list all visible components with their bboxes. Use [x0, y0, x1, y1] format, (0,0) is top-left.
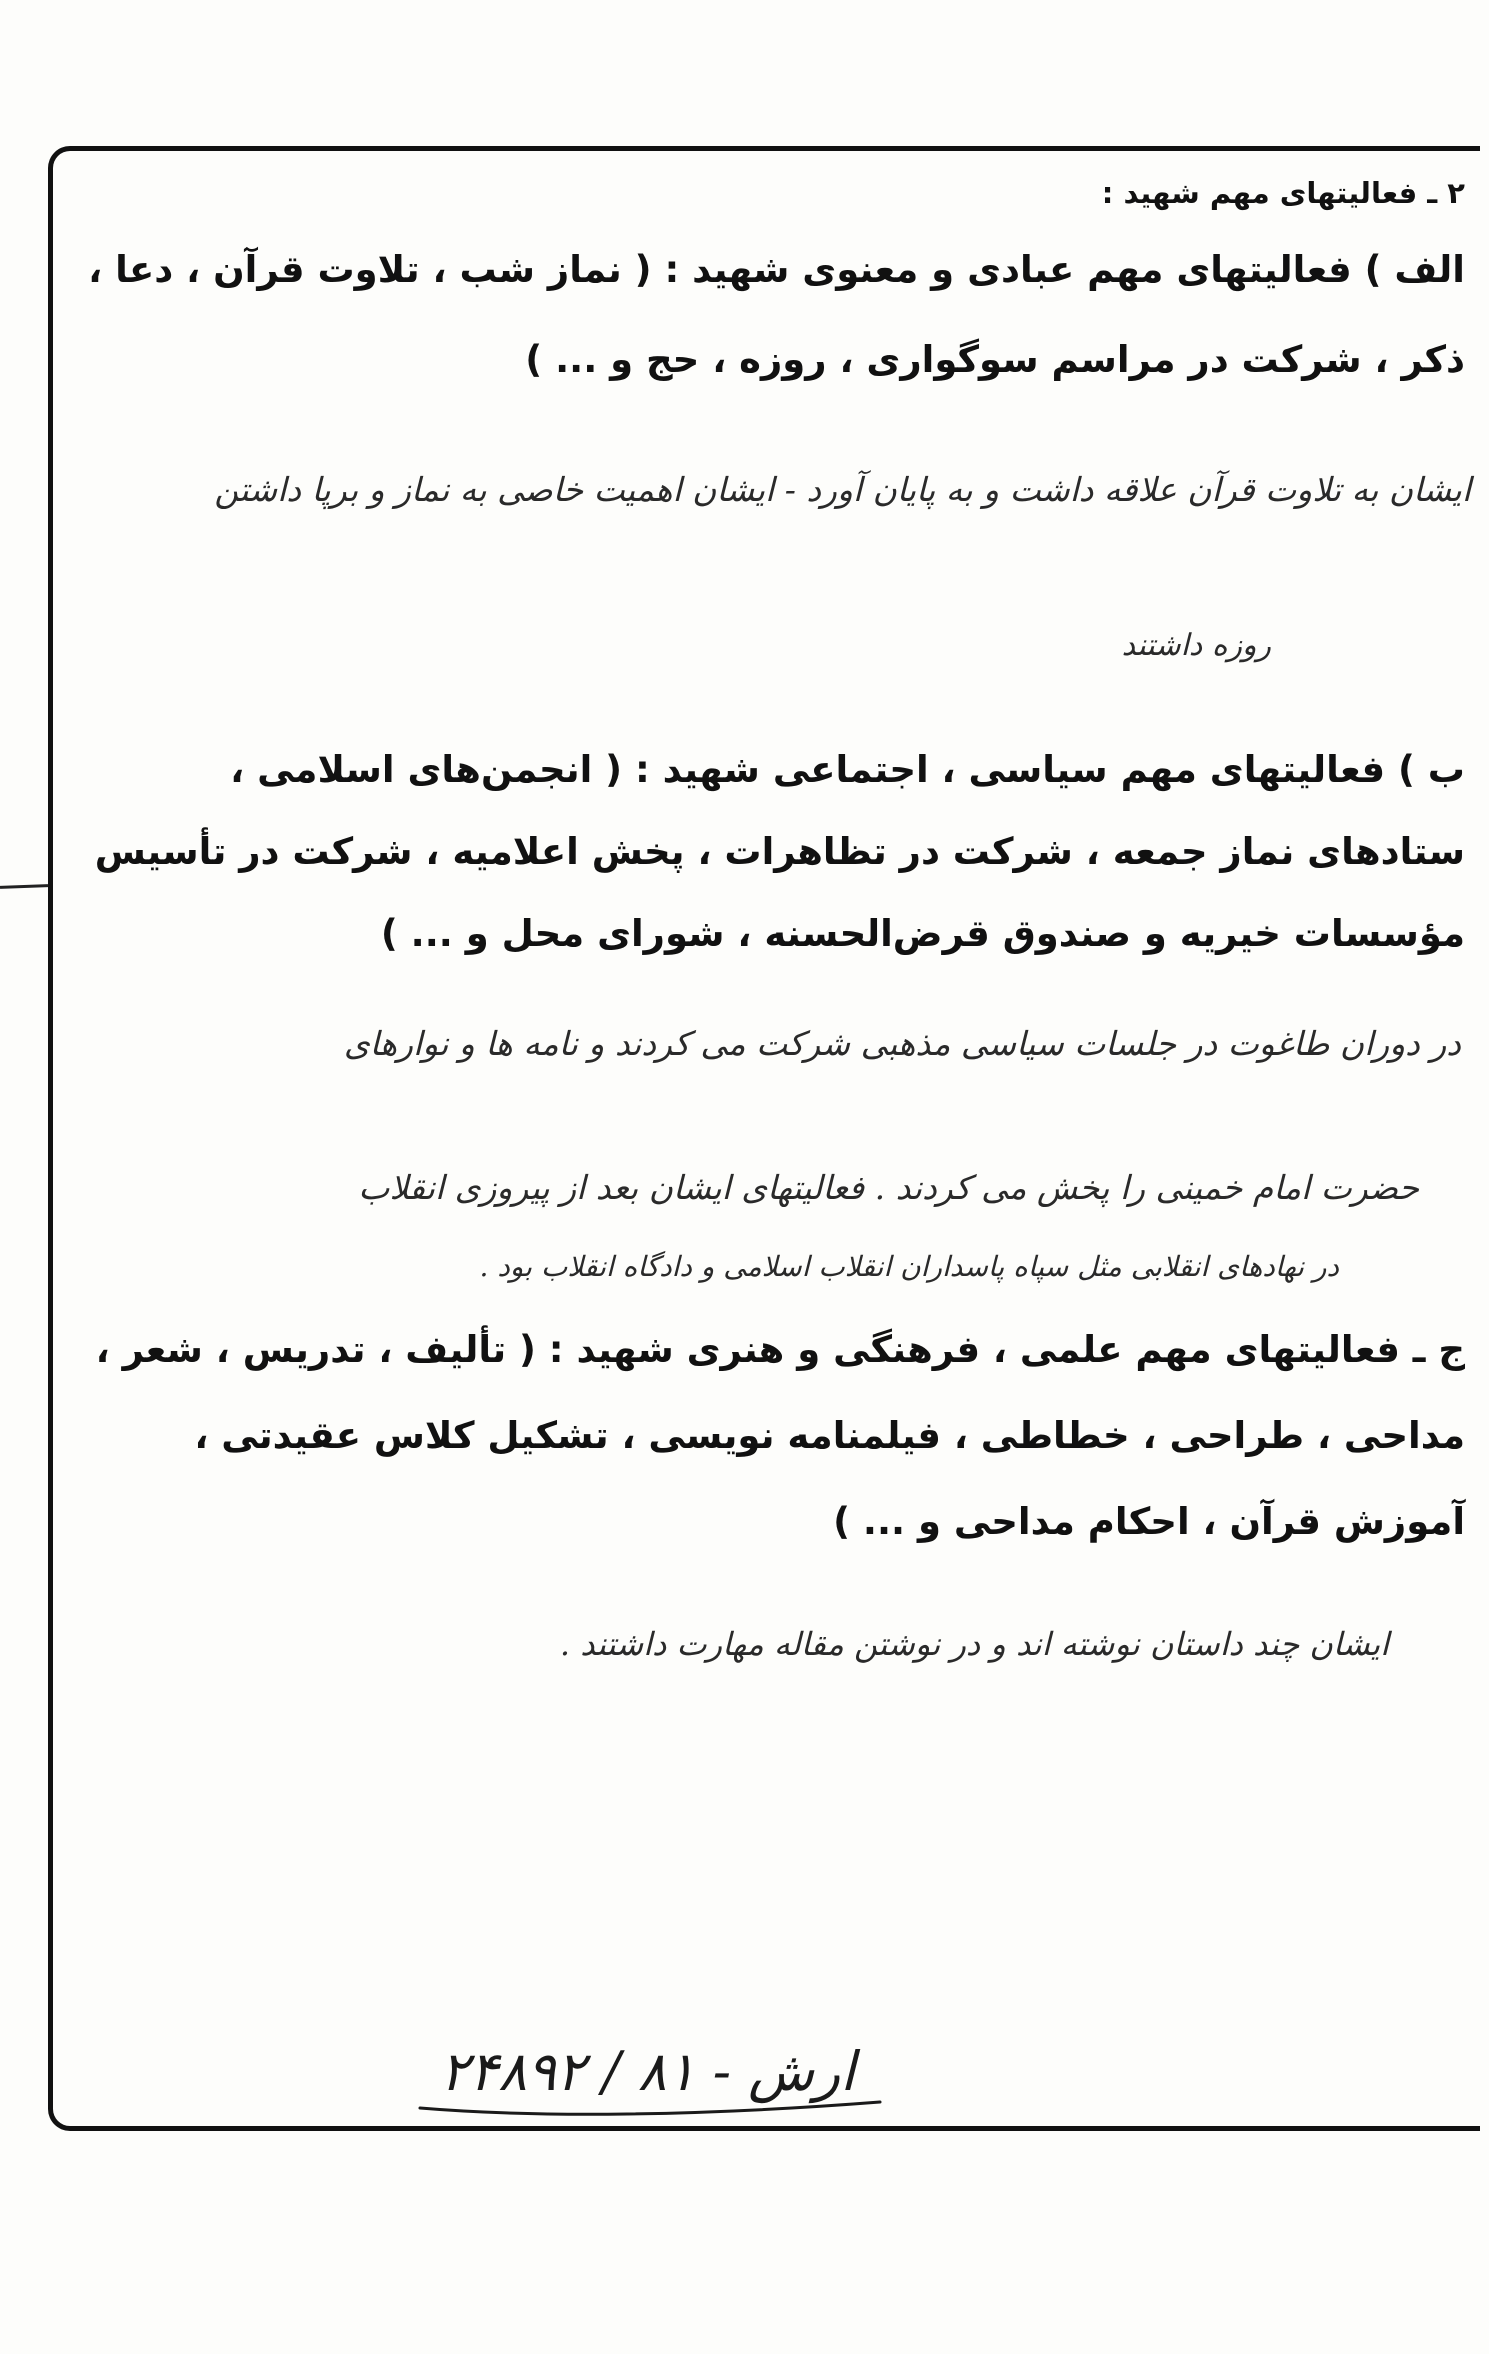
section-c-line-3: آموزش قرآن ، احکام مداحی و ... ) [833, 1500, 1465, 1543]
section-heading: ۲ ـ فعالیتهای مهم شهید : [1101, 176, 1465, 210]
archive-number: ارش - ۸۱ / ۲۴۸۹۲ [440, 2040, 856, 2103]
section-b-line-3: مؤسسات خیریه و صندوق قرض‌الحسنه ، شورای محل و ... ) [380, 912, 1465, 955]
section-a-handwritten-line-2: روزه داشتند [1121, 628, 1271, 663]
section-a-line-1: الف ) فعالیتهای مهم عبادی و معنوی شهید : ( نماز شب ، تلاوت قرآن ، دعا ، [88, 248, 1465, 291]
section-a-handwritten-line-1: ایشان به تلاوت قرآن علاقه داشت و به پایان آورد - ایشان اهمیت خاصی به نماز و برپا داشتن [214, 470, 1471, 509]
section-b-line-2: ستادهای نماز جمعه ، شرکت در تظاهرات ، پخش اعلامیه ، شرکت در تأسیس [94, 830, 1465, 873]
section-b-handwritten-line-3: در نهادهای انقلابی مثل سپاه پاسداران انقلاب اسلامی و دادگاه انقلاب بود . [479, 1250, 1339, 1283]
section-c-line-2: مداحی ، طراحی ، خطاطی ، فیلمنامه نویسی ، تشکیل کلاس عقیدتی ، [194, 1414, 1465, 1457]
archive-number-underline [400, 1990, 920, 2130]
page-border-frame [48, 146, 1480, 2131]
section-b-handwritten-line-1: در دوران طاغوت در جلسات سیاسی مذهبی شرکت می کردند و نامه ها و نوارهای [343, 1024, 1461, 1063]
section-b-handwritten-line-2: حضرت امام خمینی را پخش می کردند . فعالیتهای ایشان بعد از پیروزی انقلاب [358, 1168, 1419, 1207]
section-c-handwritten-line-1: ایشان چند داستان نوشته اند و در نوشتن مقاله مهارت داشتند . [559, 1625, 1389, 1663]
section-b-line-1: ب ) فعالیتهای مهم سیاسی ، اجتماعی شهید : ( انجمن‌های اسلامی ، [230, 748, 1465, 791]
section-c-line-1: ج ـ فعالیتهای مهم علمی ، فرهنگی و هنری شهید : ( تألیف ، تدریس ، شعر ، [95, 1328, 1465, 1371]
margin-mark [0, 884, 48, 889]
section-a-line-2: ذکر ، شرکت در مراسم سوگواری ، روزه ، حج و ... ) [525, 338, 1465, 381]
